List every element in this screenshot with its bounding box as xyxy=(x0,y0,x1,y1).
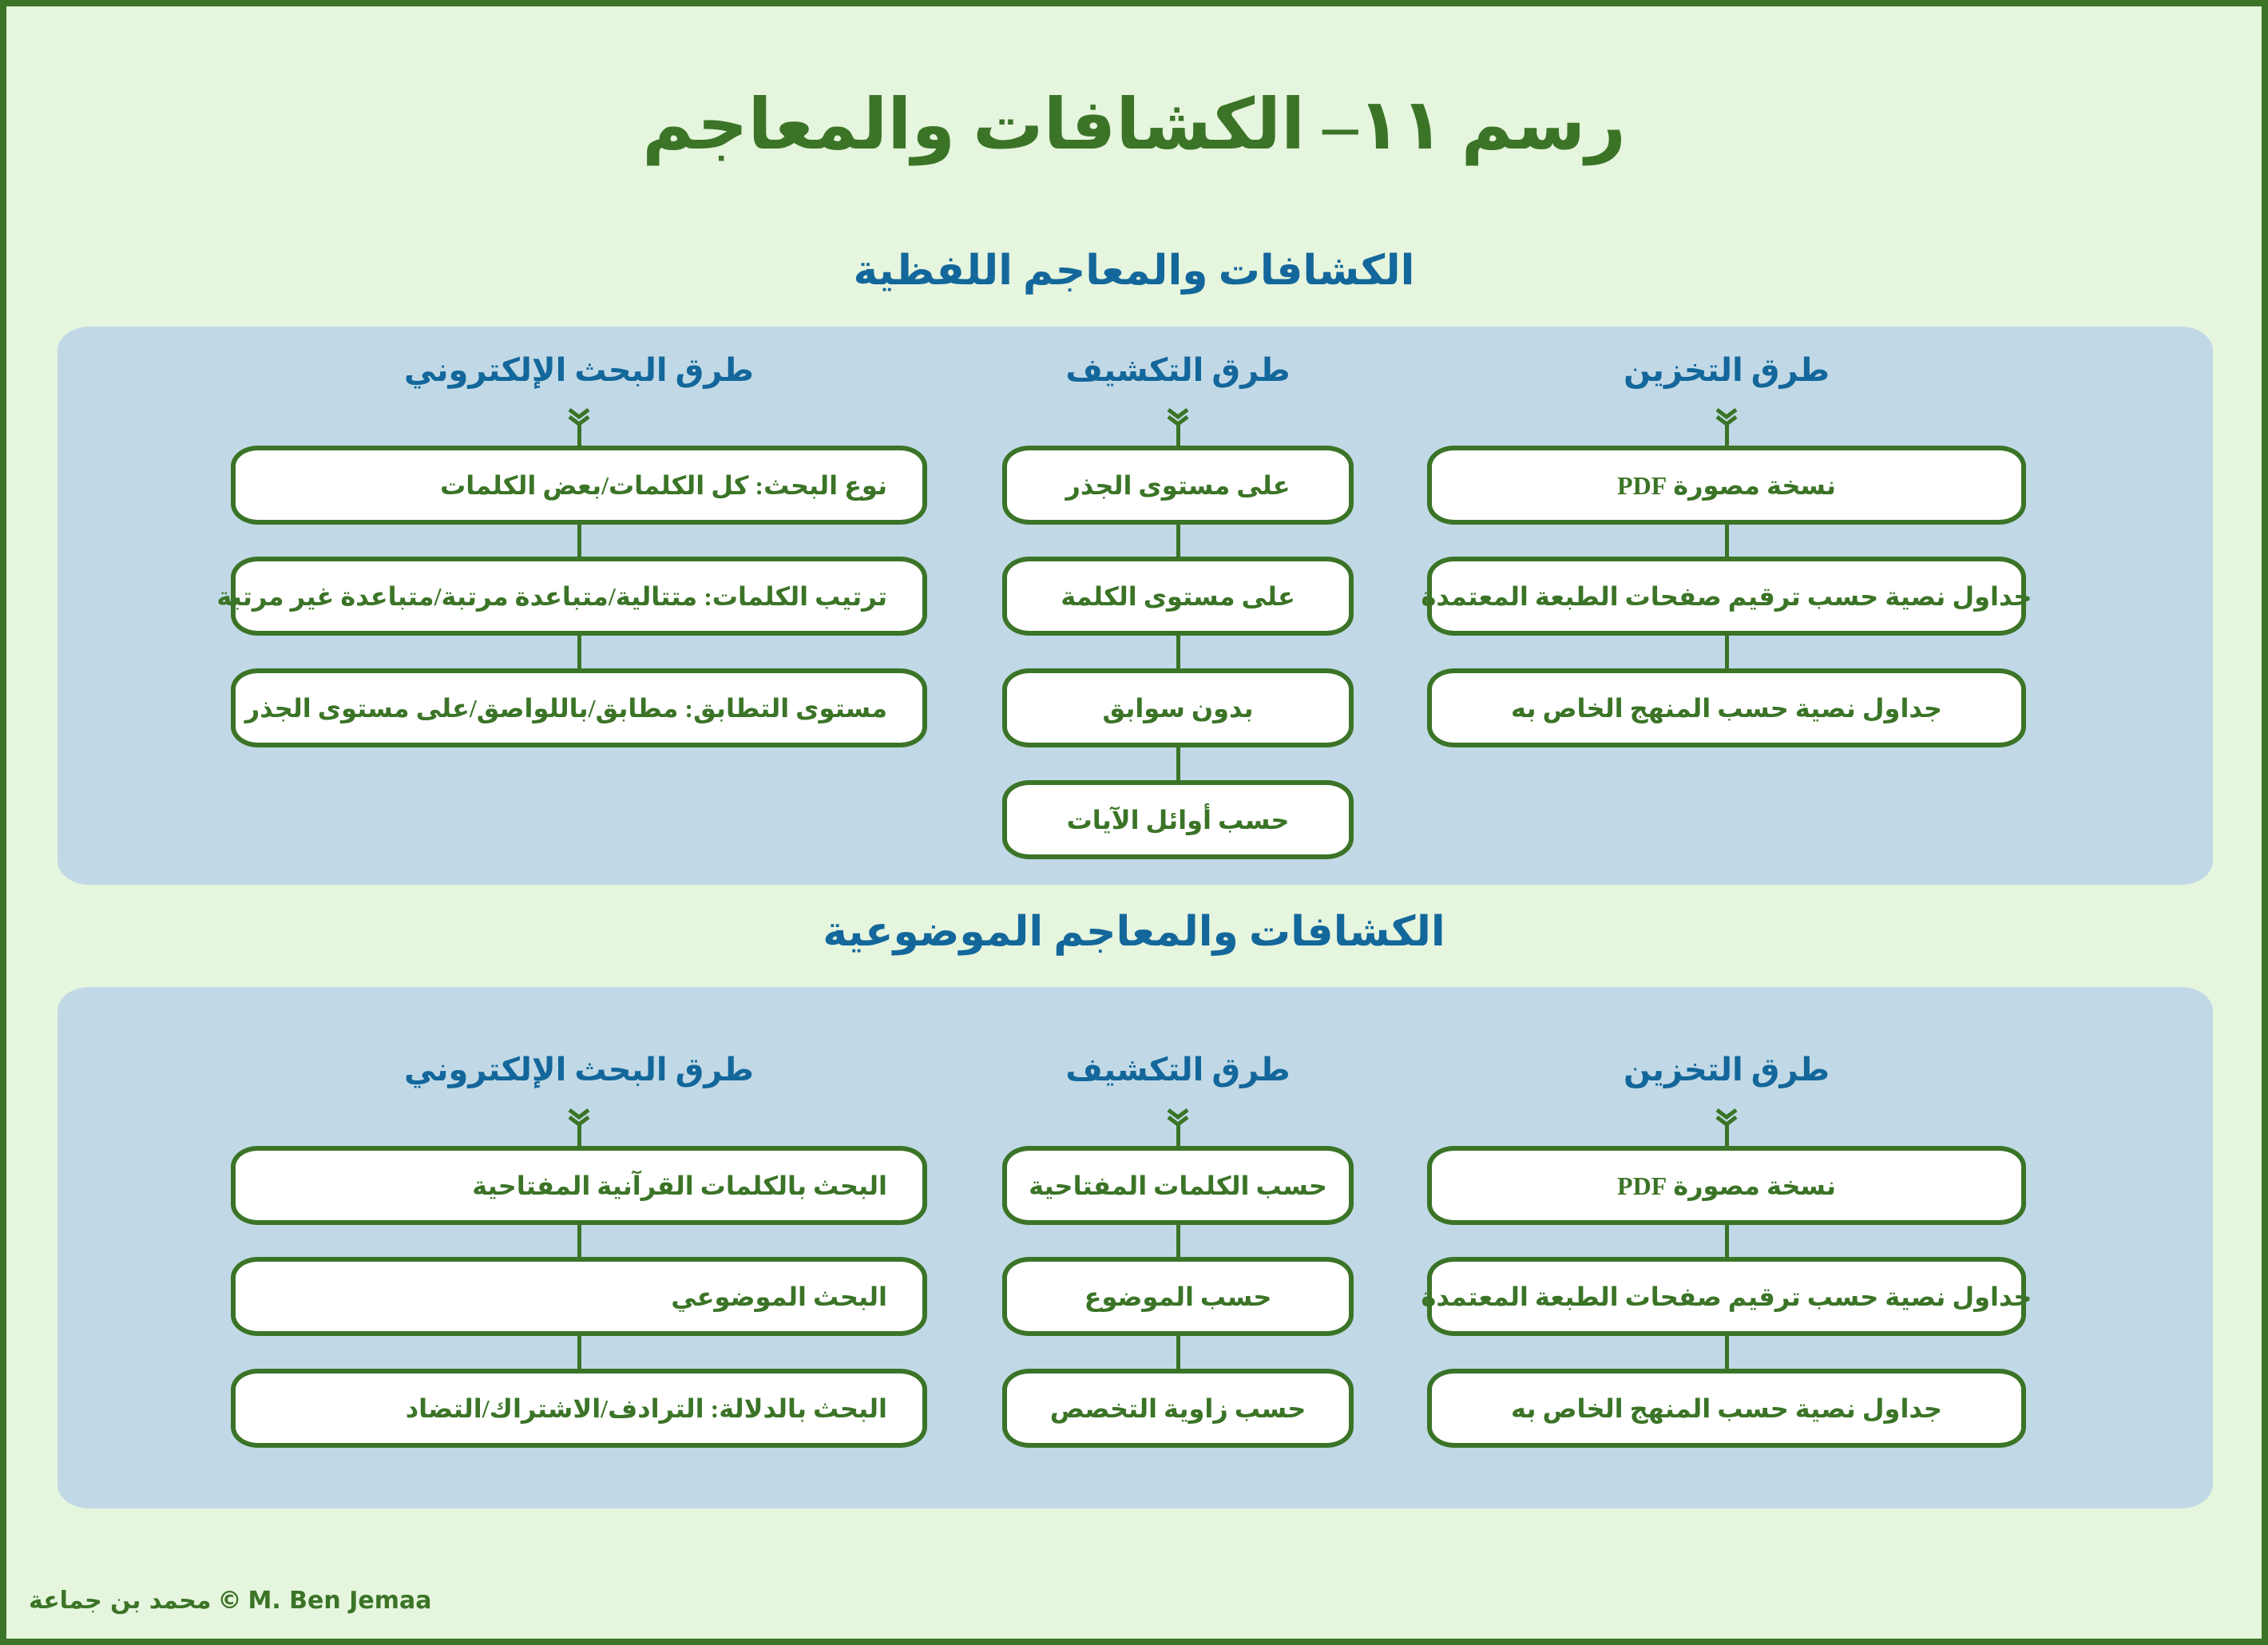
flow-box-label: حسب الكلمات المفتاحية xyxy=(1029,1171,1327,1200)
flow-box xyxy=(1427,1369,2026,1448)
flow-box xyxy=(231,668,927,747)
flow-box xyxy=(231,446,927,525)
flow-box-label: على مستوى الجذر xyxy=(1065,470,1291,500)
flow-box xyxy=(216,557,927,636)
double-chevron-down-icon xyxy=(1166,407,1190,428)
panel-thematic xyxy=(57,987,2213,1508)
flow-box xyxy=(1427,446,2026,525)
double-chevron-down-icon xyxy=(1715,407,1739,428)
flow-box-label: جداول نصية حسب ترقيم صفحات الطبعة المعتمدة xyxy=(1421,1282,2032,1311)
double-chevron-down-icon xyxy=(1715,1108,1739,1128)
column-indexing xyxy=(1002,327,1354,885)
flow-box xyxy=(231,1369,927,1448)
flow-box xyxy=(1002,1369,1354,1448)
flow-box-label: ترتيب الكلمات: متتالية/متباعدة مرتبة/متباعدة غير مرتبة xyxy=(216,581,887,611)
section-heading-lexical: الكشافات والمعاجم اللفظية xyxy=(853,248,1415,294)
double-chevron-down-icon xyxy=(567,1108,591,1128)
column-storage xyxy=(1421,327,2032,885)
flow-box-label: على مستوى الكلمة xyxy=(1061,581,1295,611)
flow-box xyxy=(1002,446,1354,525)
double-chevron-down-icon xyxy=(567,407,591,428)
column-header-indexing: طرق التكشيف xyxy=(1065,1052,1291,1088)
panel-lexical xyxy=(57,327,2213,885)
flow-box xyxy=(1421,1257,2032,1336)
column-indexing xyxy=(1002,987,1354,1508)
flow-box-label: حسب الموضوع xyxy=(1084,1282,1272,1311)
column-header-electronic-search: طرق البحث الإلكتروني xyxy=(404,352,754,388)
flow-box-label: نسخة مصورة PDF xyxy=(1617,470,1836,500)
flow-box xyxy=(231,1146,927,1225)
column-header-storage: طرق التخزين xyxy=(1623,352,1830,388)
column-electronic-search xyxy=(231,987,927,1508)
flow-box-label: نسخة مصورة PDF xyxy=(1617,1171,1836,1200)
copyright-icon: © xyxy=(217,1587,242,1615)
flow-box xyxy=(1427,1146,2026,1225)
flow-box xyxy=(1002,1146,1354,1225)
flow-box-label: البحث بالدلالة: الترادف/الاشتراك/التضاد xyxy=(405,1393,887,1423)
column-header-storage: طرق التخزين xyxy=(1623,1052,1830,1088)
flow-box-label: جداول نصية حسب المنهج الخاص به xyxy=(1511,693,1942,723)
column-electronic-search xyxy=(216,327,927,885)
copyright-footer xyxy=(29,1584,438,1618)
flow-box xyxy=(1002,1257,1354,1336)
flow-box-label: جداول نصية حسب المنهج الخاص به xyxy=(1511,1393,1942,1423)
flow-box xyxy=(1427,668,2026,747)
flow-box-label: حسب زاوية التخصص xyxy=(1049,1393,1306,1423)
flow-box xyxy=(1002,780,1354,859)
flow-box-label: نوع البحث: كل الكلمات/بعض الكلمات xyxy=(440,470,887,500)
flow-box-label: البحث الموضوعي xyxy=(671,1282,887,1311)
author-name-arabic: محمد بن جماعة xyxy=(29,1587,212,1615)
double-chevron-down-icon xyxy=(1166,1108,1190,1128)
flow-box-label: مستوى التطابق: مطابق/باللواصق/على مستوى الجذر xyxy=(244,693,887,723)
flow-box xyxy=(1002,557,1354,636)
flow-box xyxy=(1002,668,1354,747)
flow-box-label: البحث بالكلمات القرآنية المفتاحية xyxy=(472,1171,887,1200)
author-name-latin: M. Ben Jemaa xyxy=(248,1587,432,1615)
column-header-electronic-search: طرق البحث الإلكتروني xyxy=(404,1052,754,1088)
flow-box-label: بدون سوابق xyxy=(1102,693,1254,723)
flow-box-label: حسب أوائل الآيات xyxy=(1066,805,1290,834)
flow-box-label: جداول نصية حسب ترقيم صفحات الطبعة المعتمدة xyxy=(1421,581,2032,611)
column-storage xyxy=(1421,987,2032,1508)
diagram-title: رسم ١١– الكشافات والمعاجم xyxy=(642,87,1626,164)
column-header-indexing: طرق التكشيف xyxy=(1065,352,1291,388)
flow-box xyxy=(231,1257,927,1336)
flow-box xyxy=(1421,557,2032,636)
section-heading-thematic: الكشافات والمعاجم الموضوعية xyxy=(823,910,1445,955)
